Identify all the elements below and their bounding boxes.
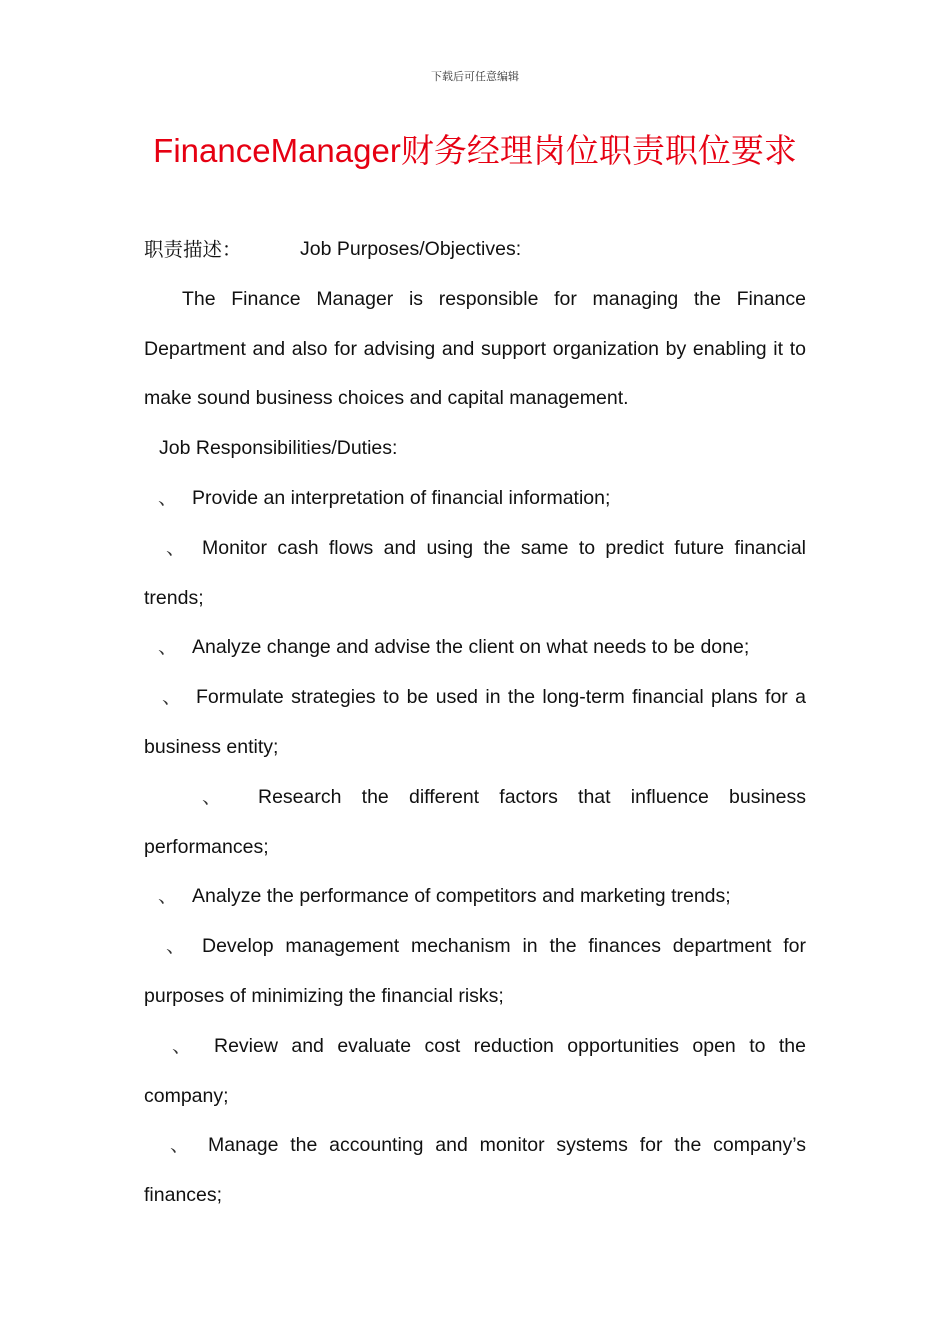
list-bullet: 、 [166,935,186,958]
list-item-text: Research the different factors that influence business performances; [144,785,806,858]
list-item [144,673,806,773]
list-bullet: 、 [202,785,222,808]
list-bullet: 、 [158,885,178,908]
page-title: FinanceManager财务经理岗位职责职位要求 [153,132,797,169]
list-item [144,524,806,624]
list-bullet: 、 [172,1034,192,1057]
list-item-text: Provide an interpretation of financial information; [192,486,611,509]
list-bullet: 、 [158,636,178,659]
duties-heading-cn: 职责描述： [144,238,242,261]
list-item [144,474,806,524]
list-item-text: Analyze the performance of competitors and marketing trends; [192,885,731,908]
list-bullet: 、 [166,536,186,559]
list-bullet: 、 [162,686,182,709]
duties-heading [144,225,806,275]
list-bullet: 、 [158,486,178,509]
list-item [144,922,806,1022]
list-item-text: Formulate strategies to be used in the long-term financial plans for a business entity; [144,686,806,758]
list-item [144,1121,806,1221]
list-item [144,623,806,673]
responsibilities-heading: Job Responsibilities/Duties: [159,437,398,460]
list-item [144,1022,806,1122]
list-item-text: Review and evaluate cost reduction opportunities open to the company; [144,1034,806,1107]
header-note: 下载后可任意编辑 [431,70,519,83]
list-item [144,773,806,873]
list-item-text: Manage the accounting and monitor systems for the company’s finances; [144,1134,806,1207]
list-item-text: Monitor cash flows and using the same to predict future financial trends; [144,536,806,609]
duties-heading-en: Job Purposes/Objectives: [300,238,522,260]
list-item-text: Develop management mechanism in the finances department for purposes of minimizing the financial risks; [144,935,806,1007]
list-item [144,872,806,922]
list-item-text: Analyze change and advise the client on what needs to be done; [192,636,750,659]
document-body [144,225,806,1221]
purpose-paragraph: The Finance Manager is responsible for managing the Finance Department and also for advising and support organization by enabling it to make sound business choices and capital management. [144,287,806,410]
list-bullet: 、 [170,1134,190,1157]
